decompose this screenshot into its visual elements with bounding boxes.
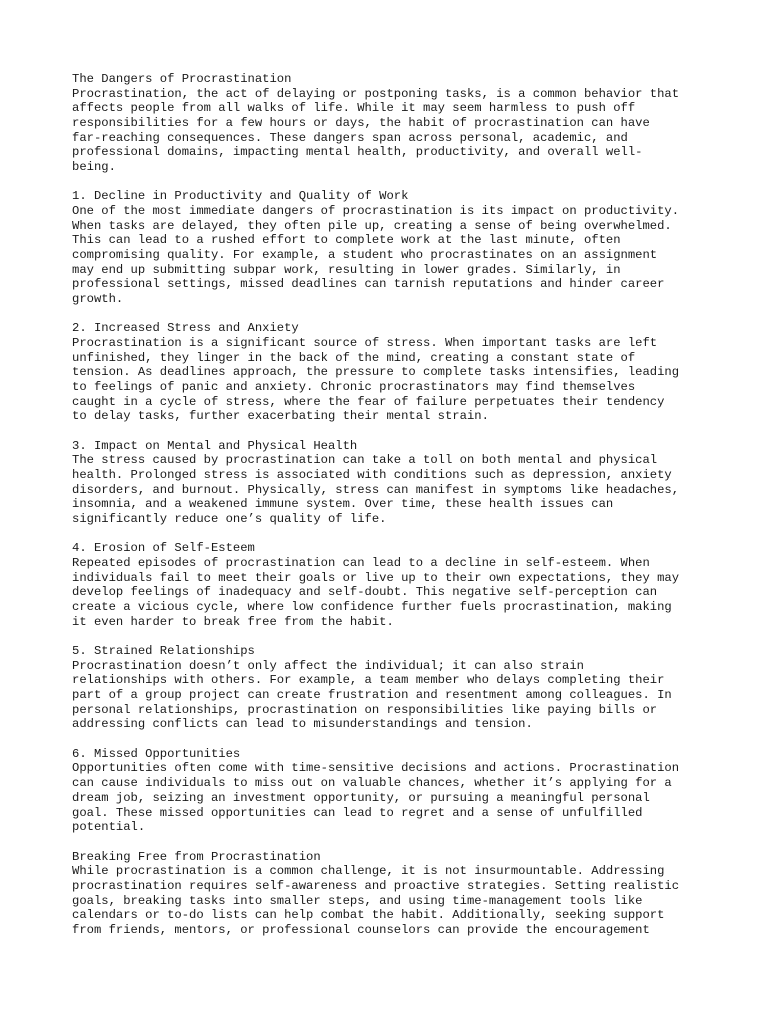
section-heading: 2. Increased Stress and Anxiety bbox=[72, 321, 299, 336]
paragraph-line: can cause individuals to miss out on valuable chances, whether it’s applying for a bbox=[72, 776, 672, 791]
section-self-esteem bbox=[72, 541, 712, 629]
paragraph-line: affects people from all walks of life. While it may seem harmless to push off bbox=[72, 101, 636, 116]
paragraph-line: The stress caused by procrastination can take a toll on both mental and physical bbox=[72, 453, 658, 468]
paragraph-line: One of the most immediate dangers of procrastination is its impact on productivity. bbox=[72, 204, 680, 219]
paragraph-line: goals, breaking tasks into smaller steps, and using time-management tools like bbox=[72, 893, 643, 908]
paragraph-line: significantly reduce one’s quality of life. bbox=[72, 512, 387, 527]
paragraph-line: Procrastination doesn’t only affect the individual; it can also strain bbox=[72, 658, 584, 673]
paragraph-line: When tasks are delayed, they often pile up, creating a sense of being overwhelmed. bbox=[72, 218, 672, 233]
paragraph-line: While procrastination is a common challenge, it is not insurmountable. Addressing bbox=[72, 864, 665, 879]
paragraph-line: dream job, seizing an investment opportunity, or pursuing a meaningful personal bbox=[72, 790, 650, 805]
paragraph-line: disorders, and burnout. Physically, stress can manifest in symptoms like headaches, bbox=[72, 482, 680, 497]
paragraph-line: professional domains, impacting mental health, productivity, and overall well- bbox=[72, 145, 643, 160]
paragraph-line: insomnia, and a weakened immune system. Over time, these health issues can bbox=[72, 497, 614, 512]
paragraph-line: professional settings, missed deadlines can tarnish reputations and hinder career bbox=[72, 277, 665, 292]
paragraph-line: responsibilities for a few hours or days, the habit of procrastination can have bbox=[72, 116, 650, 131]
document-page bbox=[72, 72, 712, 952]
paragraph-line: part of a group project can create frustration and resentment among colleagues. In bbox=[72, 688, 672, 703]
paragraph-line: procrastination requires self-awareness and proactive strategies. Setting realistic bbox=[72, 878, 680, 893]
paragraph-line: being. bbox=[72, 160, 116, 175]
paragraph-line: to delay tasks, further exacerbating their mental strain. bbox=[72, 409, 489, 424]
paragraph-line: far-reaching consequences. These dangers span across personal, academic, and bbox=[72, 130, 628, 145]
section-relationships bbox=[72, 644, 712, 732]
paragraph-line: tension. As deadlines approach, the pressure to complete tasks intensifies, leading bbox=[72, 365, 680, 380]
paragraph-line: potential. bbox=[72, 820, 146, 835]
section-opportunities bbox=[72, 747, 712, 835]
paragraph-line: individuals fail to meet their goals or live up to their own expectations, they may bbox=[72, 570, 680, 585]
section-intro bbox=[72, 72, 712, 175]
section-heading: Breaking Free from Procrastination bbox=[72, 849, 321, 864]
paragraph-line: create a vicious cycle, where low confidence further fuels procrastination, making bbox=[72, 600, 672, 615]
paragraph-line: unfinished, they linger in the back of the mind, creating a constant state of bbox=[72, 350, 636, 365]
paragraph-line: relationships with others. For example, a team member who delays completing their bbox=[72, 673, 665, 688]
paragraph-line: it even harder to break free from the habit. bbox=[72, 614, 394, 629]
section-productivity bbox=[72, 189, 712, 306]
paragraph-line: Opportunities often come with time-sensitive decisions and actions. Procrastination bbox=[72, 761, 680, 776]
paragraph-line: compromising quality. For example, a student who procrastinates on an assignment bbox=[72, 248, 658, 263]
paragraph-line: personal relationships, procrastination on responsibilities like paying bills or bbox=[72, 702, 658, 717]
section-stress bbox=[72, 321, 712, 424]
paragraph-line: growth. bbox=[72, 292, 124, 307]
paragraph-line: goal. These missed opportunities can lead to regret and a sense of unfulfilled bbox=[72, 805, 643, 820]
section-heading: 3. Impact on Mental and Physical Health bbox=[72, 438, 358, 453]
paragraph-line: health. Prolonged stress is associated with conditions such as depression, anxiety bbox=[72, 468, 672, 483]
section-heading: 4. Erosion of Self-Esteem bbox=[72, 541, 255, 556]
paragraph-line: calendars or to-do lists can help combat the habit. Additionally, seeking support bbox=[72, 908, 665, 923]
section-heading: 5. Strained Relationships bbox=[72, 644, 255, 659]
document-title: The Dangers of Procrastination bbox=[72, 72, 292, 86]
paragraph-line: caught in a cycle of stress, where the fear of failure perpetuates their tendency bbox=[72, 394, 665, 409]
paragraph-line: This can lead to a rushed effort to complete work at the last minute, often bbox=[72, 233, 621, 248]
paragraph-line: develop feelings of inadequacy and self-doubt. This negative self-perception can bbox=[72, 585, 658, 600]
paragraph-line: to feelings of panic and anxiety. Chronic procrastinators may find themselves bbox=[72, 380, 636, 395]
paragraph-line: may end up submitting subpar work, resulting in lower grades. Similarly, in bbox=[72, 262, 621, 277]
paragraph-line: Repeated episodes of procrastination can lead to a decline in self-esteem. When bbox=[72, 556, 650, 571]
paragraph-line: from friends, mentors, or professional counselors can provide the encouragement bbox=[72, 922, 650, 937]
section-health bbox=[72, 439, 712, 527]
paragraph-line: addressing conflicts can lead to misunderstandings and tension. bbox=[72, 717, 533, 732]
section-heading: 6. Missed Opportunities bbox=[72, 746, 241, 761]
section-heading: 1. Decline in Productivity and Quality of Work bbox=[72, 189, 409, 204]
paragraph-line: Procrastination, the act of delaying or postponing tasks, is a common behavior that bbox=[72, 86, 680, 101]
section-breaking-free bbox=[72, 850, 712, 938]
paragraph-line: Procrastination is a significant source of stress. When important tasks are left bbox=[72, 336, 658, 351]
